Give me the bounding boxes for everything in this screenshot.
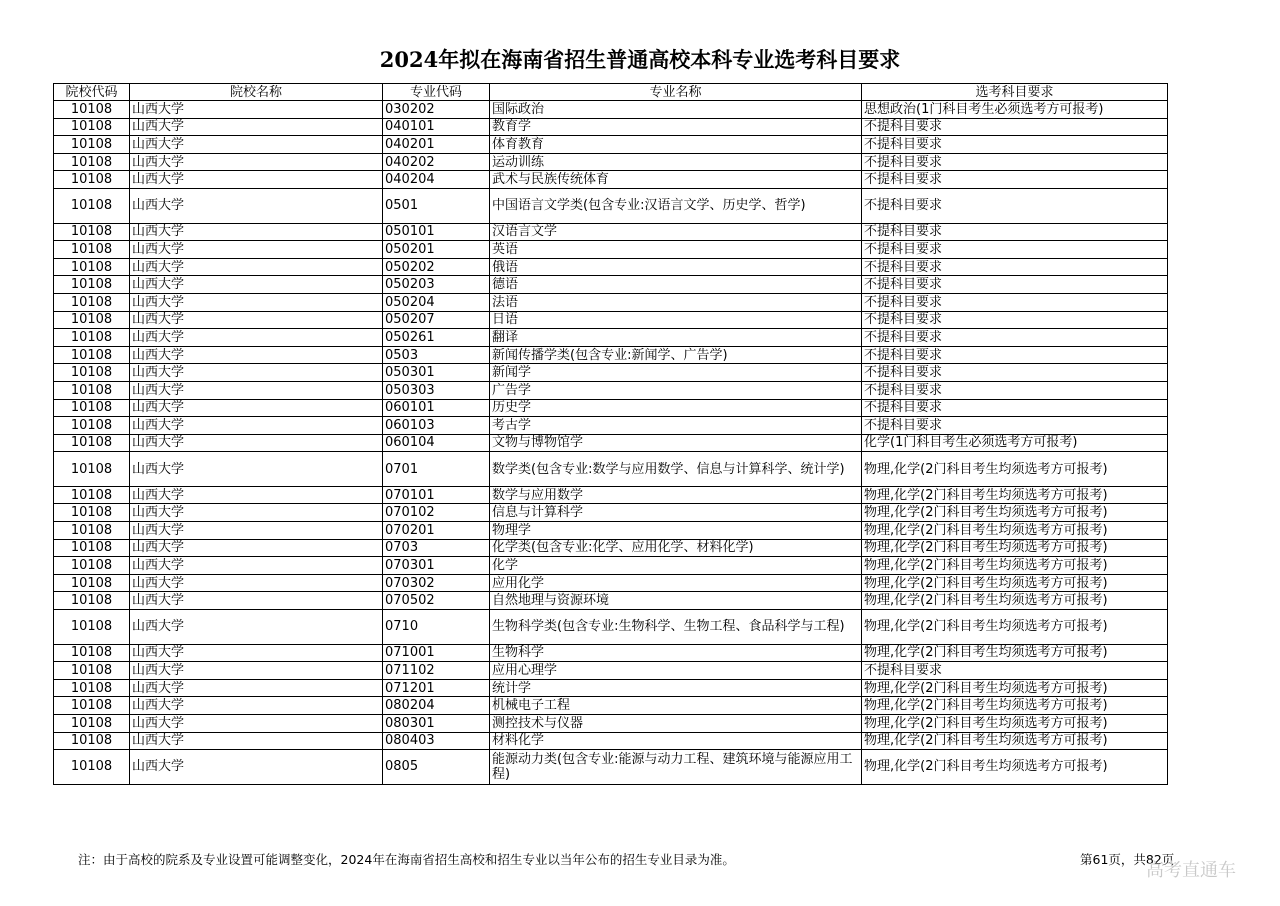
requirement-cell: 不提科目要求 [862,241,1168,259]
requirement-cell: 物理,化学(2门科目考生均须选考方可报考) [862,486,1168,504]
school-code-cell: 10108 [54,662,130,680]
major-code-cell: 060101 [383,399,490,417]
table-row [54,276,1168,294]
major-name-cell: 应用化学 [490,574,862,592]
requirement-cell: 不提科目要求 [862,329,1168,347]
major-name-cell: 化学类(包含专业:化学、应用化学、材料化学) [490,539,862,557]
page-title: 2024年拟在海南省招生普通高校本科专业选考科目要求 [379,47,901,72]
major-name-cell: 翻译 [490,329,862,347]
table-row [54,697,1168,715]
requirement-cell: 不提科目要求 [862,188,1168,223]
school-name-cell: 山西大学 [130,662,383,680]
major-name-cell: 物理学 [490,522,862,540]
table-row [54,223,1168,241]
major-name-cell: 历史学 [490,399,862,417]
major-code-cell: 060103 [383,417,490,435]
table-row [54,592,1168,610]
requirement-cell: 不提科目要求 [862,258,1168,276]
major-code-cell: 0503 [383,346,490,364]
school-name-cell: 山西大学 [130,486,383,504]
table-row [54,732,1168,750]
school-code-cell: 10108 [54,697,130,715]
major-code-cell: 080301 [383,715,490,733]
requirement-cell: 化学(1门科目考生必须选考方可报考) [862,434,1168,452]
school-name-cell: 山西大学 [130,118,383,136]
school-code-cell: 10108 [54,486,130,504]
school-name-cell: 山西大学 [130,750,383,785]
school-code-cell: 10108 [54,101,130,119]
major-code-cell: 070301 [383,557,490,575]
table-row [54,557,1168,575]
table-row [54,574,1168,592]
header-major-code: 专业代码 [383,84,490,101]
major-name-cell: 法语 [490,293,862,311]
requirement-cell: 不提科目要求 [862,153,1168,171]
major-code-cell: 071201 [383,679,490,697]
table-row [54,715,1168,733]
school-code-cell: 10108 [54,750,130,785]
school-code-cell: 10108 [54,276,130,294]
school-code-cell: 10108 [54,557,130,575]
major-code-cell: 060104 [383,434,490,452]
major-name-cell: 文物与博物馆学 [490,434,862,452]
school-code-cell: 10108 [54,610,130,645]
major-code-cell: 050303 [383,381,490,399]
table-row [54,486,1168,504]
school-code-cell: 10108 [54,188,130,223]
major-name-cell: 中国语言文学类(包含专业:汉语言文学、历史学、哲学) [490,188,862,223]
school-name-cell: 山西大学 [130,153,383,171]
requirement-cell: 不提科目要求 [862,364,1168,382]
school-name-cell: 山西大学 [130,679,383,697]
requirement-cell: 物理,化学(2门科目考生均须选考方可报考) [862,522,1168,540]
school-name-cell: 山西大学 [130,715,383,733]
requirement-cell: 物理,化学(2门科目考生均须选考方可报考) [862,697,1168,715]
major-name-cell: 国际政治 [490,101,862,119]
school-code-cell: 10108 [54,539,130,557]
requirement-cell: 物理,化学(2门科目考生均须选考方可报考) [862,715,1168,733]
requirement-cell: 思想政治(1门科目考生必须选考方可报考) [862,101,1168,119]
table-row [54,346,1168,364]
school-name-cell: 山西大学 [130,258,383,276]
school-name-cell: 山西大学 [130,293,383,311]
major-code-cell: 050261 [383,329,490,347]
table-row [54,329,1168,347]
page-number: 第61页，共82页 [1080,852,1175,867]
major-code-cell: 030202 [383,101,490,119]
school-code-cell: 10108 [54,592,130,610]
major-code-cell: 071001 [383,644,490,662]
requirement-cell: 物理,化学(2门科目考生均须选考方可报考) [862,557,1168,575]
school-name-cell: 山西大学 [130,539,383,557]
school-name-cell: 山西大学 [130,452,383,487]
requirement-cell: 物理,化学(2门科目考生均须选考方可报考) [862,750,1168,785]
major-code-cell: 040204 [383,171,490,189]
major-name-cell: 信息与计算科学 [490,504,862,522]
requirement-cell: 不提科目要求 [862,136,1168,154]
school-code-cell: 10108 [54,136,130,154]
requirement-cell: 物理,化学(2门科目考生均须选考方可报考) [862,732,1168,750]
school-name-cell: 山西大学 [130,311,383,329]
major-name-cell: 汉语言文学 [490,223,862,241]
major-code-cell: 050201 [383,241,490,259]
school-name-cell: 山西大学 [130,574,383,592]
major-name-cell: 武术与民族传统体育 [490,171,862,189]
school-name-cell: 山西大学 [130,504,383,522]
table-row [54,188,1168,223]
requirement-cell: 物理,化学(2门科目考生均须选考方可报考) [862,539,1168,557]
school-name-cell: 山西大学 [130,697,383,715]
school-name-cell: 山西大学 [130,417,383,435]
major-code-cell: 050202 [383,258,490,276]
school-name-cell: 山西大学 [130,557,383,575]
table-row [54,118,1168,136]
requirement-cell: 不提科目要求 [862,276,1168,294]
school-name-cell: 山西大学 [130,171,383,189]
school-code-cell: 10108 [54,223,130,241]
major-name-cell: 考古学 [490,417,862,435]
requirement-cell: 物理,化学(2门科目考生均须选考方可报考) [862,504,1168,522]
major-name-cell: 新闻传播学类(包含专业:新闻学、广告学) [490,346,862,364]
major-code-cell: 0501 [383,188,490,223]
major-name-cell: 新闻学 [490,364,862,382]
requirement-cell: 物理,化学(2门科目考生均须选考方可报考) [862,452,1168,487]
requirement-cell: 物理,化学(2门科目考生均须选考方可报考) [862,644,1168,662]
school-name-cell: 山西大学 [130,434,383,452]
major-name-cell: 材料化学 [490,732,862,750]
watermark: 高考直通车 [1146,860,1236,881]
school-name-cell: 山西大学 [130,329,383,347]
major-code-cell: 0710 [383,610,490,645]
table-row [54,539,1168,557]
major-code-cell: 040202 [383,153,490,171]
school-code-cell: 10108 [54,715,130,733]
school-code-cell: 10108 [54,258,130,276]
major-name-cell: 德语 [490,276,862,294]
major-code-cell: 080204 [383,697,490,715]
major-code-cell: 050101 [383,223,490,241]
table-row [54,241,1168,259]
table-row [54,610,1168,645]
school-name-cell: 山西大学 [130,592,383,610]
major-code-cell: 050203 [383,276,490,294]
major-name-cell: 能源动力类(包含专业:能源与动力工程、建筑环境与能源应用工程) [490,750,862,785]
school-code-cell: 10108 [54,153,130,171]
major-code-cell: 050207 [383,311,490,329]
table-header-row [54,84,1168,101]
table-row [54,434,1168,452]
requirement-cell: 物理,化学(2门科目考生均须选考方可报考) [862,574,1168,592]
table-row [54,153,1168,171]
major-code-cell: 070201 [383,522,490,540]
table-row [54,452,1168,487]
major-code-cell: 050301 [383,364,490,382]
school-code-cell: 10108 [54,434,130,452]
major-code-cell: 070302 [383,574,490,592]
major-name-cell: 日语 [490,311,862,329]
major-name-cell: 应用心理学 [490,662,862,680]
requirement-cell: 物理,化学(2门科目考生均须选考方可报考) [862,592,1168,610]
requirement-cell: 物理,化学(2门科目考生均须选考方可报考) [862,679,1168,697]
table-row [54,662,1168,680]
table-row [54,171,1168,189]
table-row [54,101,1168,119]
school-code-cell: 10108 [54,644,130,662]
major-code-cell: 050204 [383,293,490,311]
school-code-cell: 10108 [54,241,130,259]
major-code-cell: 070102 [383,504,490,522]
header-major-name: 专业名称 [490,84,862,101]
header-requirement: 选考科目要求 [862,84,1168,101]
requirement-cell: 不提科目要求 [862,293,1168,311]
school-name-cell: 山西大学 [130,346,383,364]
major-code-cell: 040101 [383,118,490,136]
major-name-cell: 英语 [490,241,862,259]
school-code-cell: 10108 [54,399,130,417]
school-name-cell: 山西大学 [130,223,383,241]
major-name-cell: 生物科学类(包含专业:生物科学、生物工程、食品科学与工程) [490,610,862,645]
school-name-cell: 山西大学 [130,276,383,294]
requirement-cell: 不提科目要求 [862,662,1168,680]
school-name-cell: 山西大学 [130,732,383,750]
major-name-cell: 测控技术与仪器 [490,715,862,733]
major-name-cell: 化学 [490,557,862,575]
requirements-table [53,83,1168,785]
requirement-cell: 不提科目要求 [862,171,1168,189]
table-row [54,644,1168,662]
major-name-cell: 生物科学 [490,644,862,662]
requirement-cell: 不提科目要求 [862,311,1168,329]
school-code-cell: 10108 [54,417,130,435]
school-code-cell: 10108 [54,293,130,311]
school-name-cell: 山西大学 [130,381,383,399]
footer-note: 注：由于高校的院系及专业设置可能调整变化，2024年在海南省招生高校和招生专业以当年公布的招生专业目录为准。 [78,852,735,867]
school-code-cell: 10108 [54,679,130,697]
school-name-cell: 山西大学 [130,136,383,154]
school-name-cell: 山西大学 [130,101,383,119]
major-code-cell: 040201 [383,136,490,154]
major-code-cell: 0701 [383,452,490,487]
major-name-cell: 体育教育 [490,136,862,154]
requirement-cell: 不提科目要求 [862,399,1168,417]
major-code-cell: 070502 [383,592,490,610]
school-code-cell: 10108 [54,732,130,750]
table-row [54,504,1168,522]
table-row [54,750,1168,785]
major-name-cell: 教育学 [490,118,862,136]
requirement-cell: 不提科目要求 [862,223,1168,241]
requirement-cell: 不提科目要求 [862,346,1168,364]
requirement-cell: 不提科目要求 [862,118,1168,136]
major-name-cell: 自然地理与资源环境 [490,592,862,610]
major-code-cell: 0703 [383,539,490,557]
major-code-cell: 071102 [383,662,490,680]
school-code-cell: 10108 [54,364,130,382]
table-row [54,399,1168,417]
major-name-cell: 数学类(包含专业:数学与应用数学、信息与计算科学、统计学) [490,452,862,487]
school-code-cell: 10108 [54,504,130,522]
major-name-cell: 广告学 [490,381,862,399]
school-name-cell: 山西大学 [130,399,383,417]
requirement-cell: 物理,化学(2门科目考生均须选考方可报考) [862,610,1168,645]
major-name-cell: 机械电子工程 [490,697,862,715]
major-name-cell: 统计学 [490,679,862,697]
table-row [54,522,1168,540]
header-school-name: 院校名称 [130,84,383,101]
school-name-cell: 山西大学 [130,188,383,223]
table-row [54,364,1168,382]
major-name-cell: 运动训练 [490,153,862,171]
school-name-cell: 山西大学 [130,364,383,382]
school-name-cell: 山西大学 [130,241,383,259]
table-row [54,679,1168,697]
major-code-cell: 070101 [383,486,490,504]
school-name-cell: 山西大学 [130,610,383,645]
school-code-cell: 10108 [54,171,130,189]
school-code-cell: 10108 [54,118,130,136]
school-code-cell: 10108 [54,522,130,540]
major-code-cell: 0805 [383,750,490,785]
table-row [54,311,1168,329]
major-name-cell: 数学与应用数学 [490,486,862,504]
table-row [54,293,1168,311]
table-body [54,101,1168,785]
table-row [54,417,1168,435]
school-code-cell: 10108 [54,329,130,347]
header-school-code: 院校代码 [54,84,130,101]
table-row [54,136,1168,154]
school-code-cell: 10108 [54,311,130,329]
school-code-cell: 10108 [54,452,130,487]
requirement-cell: 不提科目要求 [862,381,1168,399]
school-code-cell: 10108 [54,381,130,399]
school-name-cell: 山西大学 [130,644,383,662]
school-name-cell: 山西大学 [130,522,383,540]
major-name-cell: 俄语 [490,258,862,276]
table-row [54,381,1168,399]
table-row [54,258,1168,276]
requirement-cell: 不提科目要求 [862,417,1168,435]
school-code-cell: 10108 [54,346,130,364]
school-code-cell: 10108 [54,574,130,592]
major-code-cell: 080403 [383,732,490,750]
